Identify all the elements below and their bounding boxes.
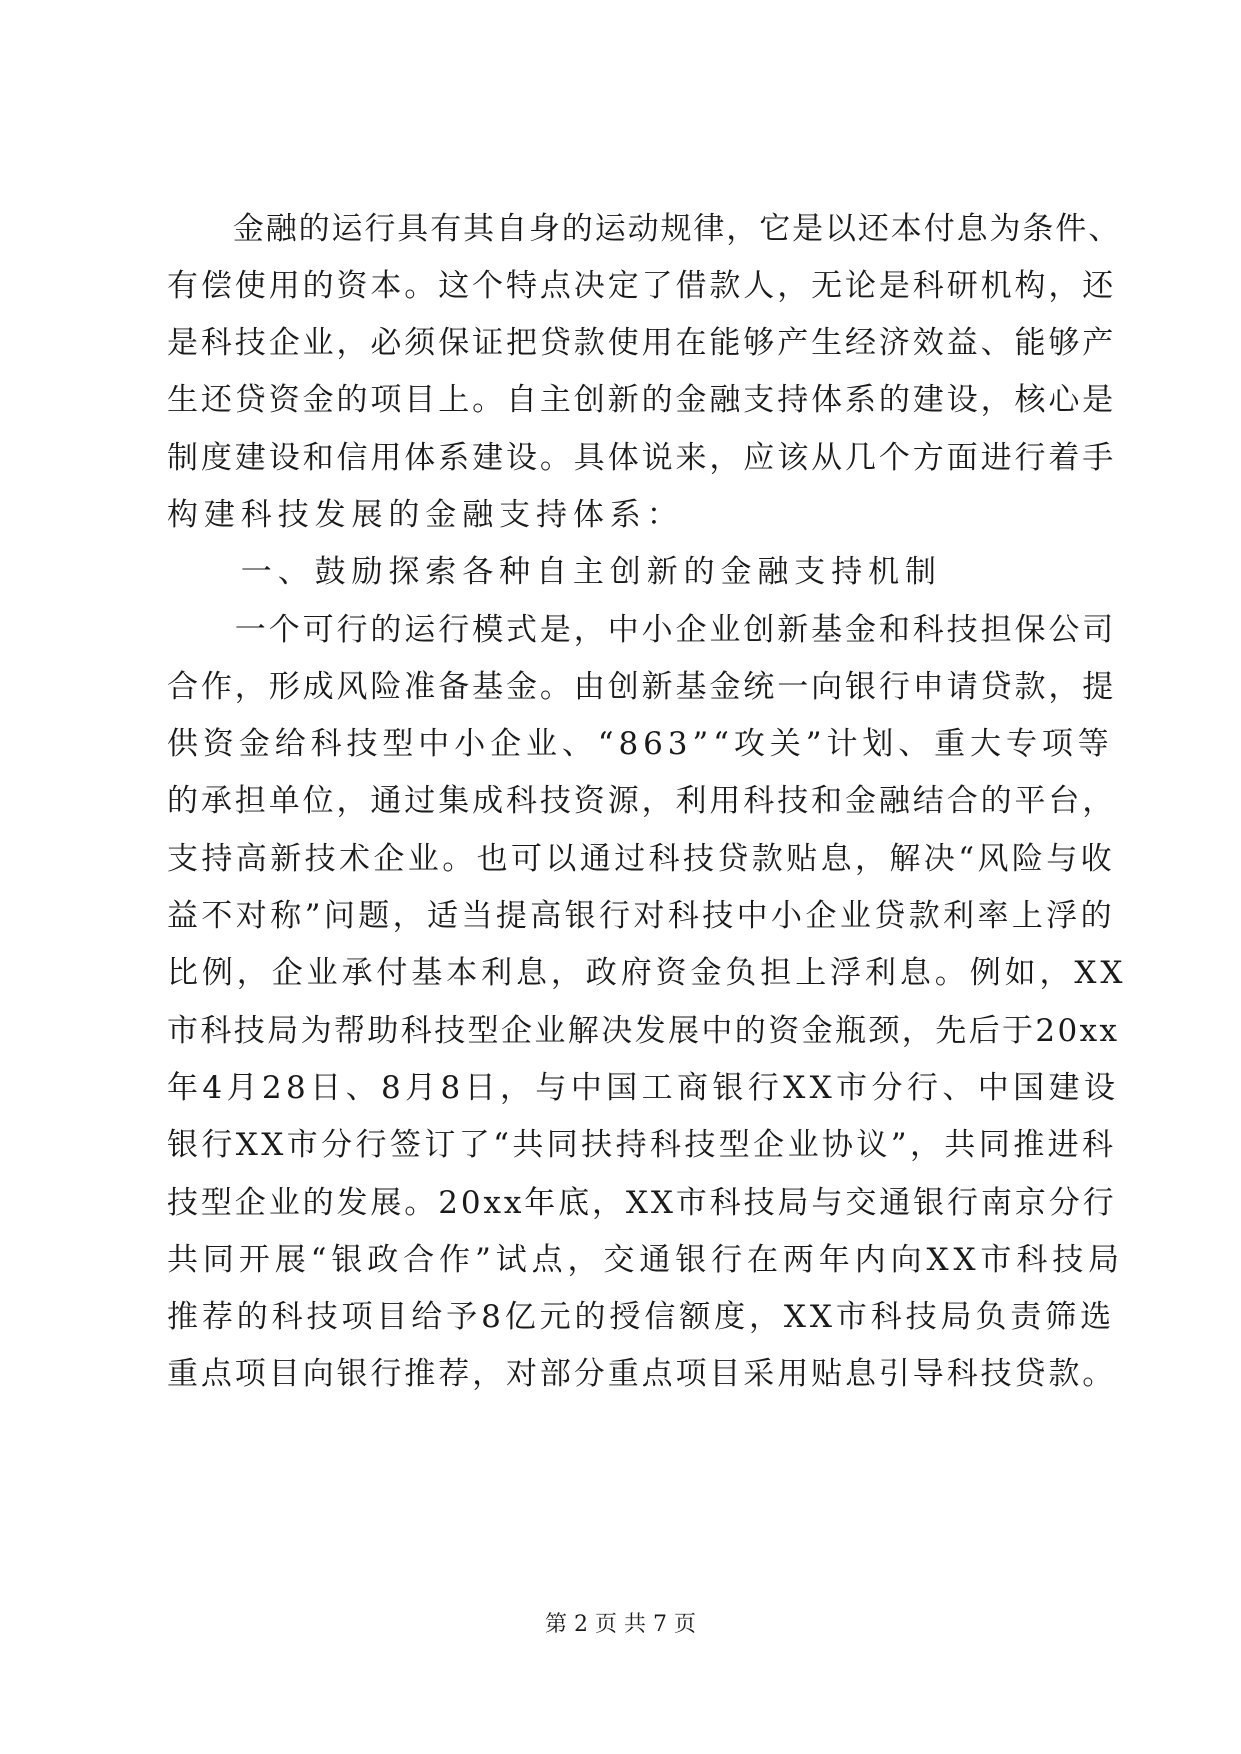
paragraph-line: 供资金给科技型中小企业、“863”“攻关”计划、重大专项等	[167, 726, 1114, 762]
paragraph-line: 重点项目向银行推荐，对部分重点项目采用贴息引导科技贷款。	[167, 1356, 1117, 1392]
paragraph-line: 年4月28日、8月8日，与中国工商银行XX市分行、中国建设	[167, 1070, 1120, 1106]
page-footer: 第 2 页 共 7 页	[545, 1612, 696, 1637]
paragraph-line: 有偿使用的资本。这个特点决定了借款人，无论是科研机构，还	[167, 268, 1117, 304]
paragraph-line: 市科技局为帮助科技型企业解决发展中的资金瓶颈，先后于20xx	[167, 1013, 1120, 1049]
paragraph-line: 合作，形成风险准备基金。由创新基金统一向银行申请贷款，提	[167, 669, 1117, 705]
paragraph-line: 比例，企业承付基本利息，政府资金负担上浮利息。例如，XX	[167, 955, 1127, 991]
paragraph-line: 一个可行的运行模式是，中小企业创新基金和科技担保公司	[167, 612, 1117, 648]
paragraph-line: 共同开展“银政合作”试点，交通银行在两年内向XX市科技局	[167, 1242, 1125, 1278]
paragraph-line: 生还贷资金的项目上。自主创新的金融支持体系的建设，核心是	[167, 382, 1117, 418]
paragraph-line: 益不对称”问题，适当提高银行对科技中小企业贷款利率上浮的	[167, 898, 1116, 934]
paragraph-line: 制度建设和信用体系建设。具体说来，应该从几个方面进行着手	[167, 440, 1117, 476]
paragraph-line: 是科技企业，必须保证把贷款使用在能够产生经济效益、能够产	[167, 325, 1117, 361]
paragraph-line: 构建科技发展的金融支持体系：	[167, 497, 684, 533]
paragraph-line: 支持高新技术企业。也可以通过科技贷款贴息，解决“风险与收	[167, 841, 1116, 877]
section-heading: 一、鼓励探索各种自主创新的金融支持机制	[167, 554, 942, 590]
paragraph-line: 技型企业的发展。20xx年底，XX市科技局与交通银行南京分行	[167, 1185, 1117, 1221]
paragraph-line: 金融的运行具有其自身的运动规律，它是以还本付息为条件、	[167, 211, 1122, 247]
paragraph-line: 推荐的科技项目给予8亿元的授信额度，XX市科技局负责筛选	[167, 1299, 1116, 1335]
paragraph-line: 的承担单位，通过集成科技资源，利用科技和金融结合的平台，	[167, 783, 1117, 819]
paragraph-line: 银行XX市分行签订了“共同扶持科技型企业协议”，共同推进科	[167, 1127, 1117, 1163]
